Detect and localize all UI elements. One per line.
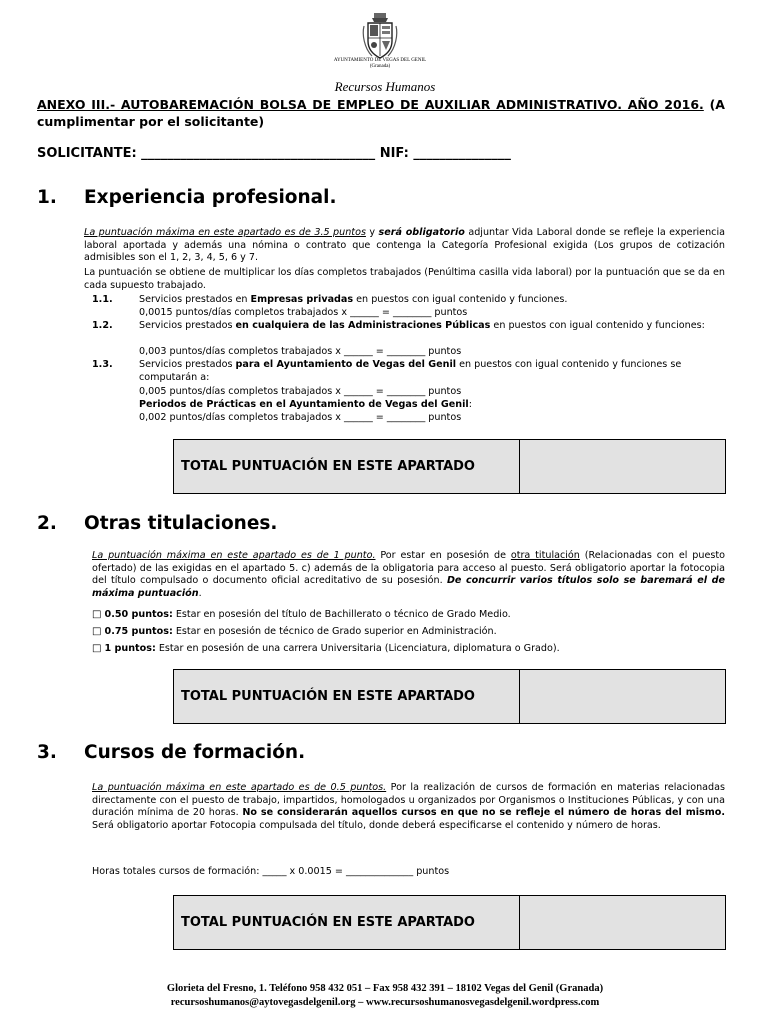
item-calc: 0,0015 puntos/días completos trabajados x ______ = ________ puntos — [139, 307, 468, 318]
annex-title-text: ANEXO III.- AUTOBAREMACIÓN BOLSA DE EMPLEO DE AUXILIAR ADMINISTRATIVO. AÑO 2016. — [37, 97, 704, 112]
checkbox-icon[interactable]: □ — [92, 643, 102, 654]
item-text: Servicios prestados en Empresas privadas en puestos con igual contenido y funciones. — [139, 294, 568, 305]
section-1-title: Experiencia profesional. — [84, 187, 337, 208]
checkbox-icon[interactable]: □ — [92, 609, 102, 620]
item-calc: 0,003 puntos/días completos trabajados x ______ = ________ puntos — [139, 346, 462, 357]
total-score-field[interactable] — [520, 440, 725, 493]
item-number: 1.3. — [92, 359, 113, 370]
option-0-75-points[interactable]: □ 0.75 puntos: Estar en posesión de técnico de Grado superior en Administración. — [92, 626, 497, 637]
section-1-total-box — [173, 439, 726, 494]
coat-of-arms-logo — [360, 12, 400, 60]
annex-note: (A cumplimentar por el solicitante) — [37, 97, 725, 129]
section-3-title: Cursos de formación. — [84, 742, 306, 763]
total-label: TOTAL PUNTUACIÓN EN ESTE APARTADO — [174, 670, 520, 723]
item-text: Servicios prestados en cualquiera de las Administraciones Públicas en puestos con igual contenido y funciones: — [139, 320, 705, 331]
footer-contact: recursoshumanos@aytovegasdelgenil.org – www.recursoshumanosvegasdelgenil.wordpress.com — [170, 997, 600, 1008]
section-2-title: Otras titulaciones. — [84, 513, 278, 534]
footer — [0, 982, 770, 1010]
applicant-line: SOLICITANTE: ____________________________________ NIF: _______________ — [37, 146, 511, 161]
item-calc: 0,005 puntos/días completos trabajados x ______ = ________ puntos — [139, 386, 462, 397]
total-score-field[interactable] — [520, 670, 725, 723]
option-0-50-points[interactable]: □ 0.50 puntos: Estar en posesión del título de Bachillerato o técnico de Grado Medio. — [92, 609, 511, 620]
section-1-number: 1. — [37, 187, 57, 208]
item-calc: 0,002 puntos/días completos trabajados x ______ = ________ puntos — [139, 412, 462, 423]
total-label: TOTAL PUNTUACIÓN EN ESTE APARTADO — [174, 896, 520, 949]
section-2-number: 2. — [37, 513, 57, 534]
practicas-label: Periodos de Prácticas en el Ayuntamiento de Vegas del Genil: — [139, 399, 472, 410]
annex-title — [37, 96, 725, 130]
section-3-intro: La puntuación máxima en este apartado es de 0.5 puntos. Por la realización de cursos de formación en materias relacionadas directamente con el puesto de trabajo, impartidos, homologados u organizados por Organismos o Instituciones Públicas, y con una duración mínima de 20 horas. No se considerarán aquellos cursos en que no se refleje el número de horas del mismo. Será obligatorio aportar Fotocopia compulsada del título, donde deberá especificarse el contenido y número de horas. — [92, 782, 726, 831]
item-text: Servicios prestados para el Ayuntamiento de Vegas del Genil en puestos con igual contenido y funciones se computarán a: — [139, 359, 682, 383]
section-1-para2: La puntuación se obtiene de multiplicar los días completos trabajados (Penúltima casilla vida laboral) por la puntuación que se da en cada supuesto trabajado. — [84, 267, 725, 291]
section-1-intro: La puntuación máxima en este apartado es de 3.5 puntos y será obligatorio adjuntar Vida Laboral donde se refleje la experiencia laboral aportada y además una nómina o contrato que contenga la Categoría Profesional exigida (Los grupos de cotización admisibles son el 1, 2, 3, 4, 5, 6 y 7. — [84, 227, 725, 264]
section-3-number: 3. — [37, 742, 57, 763]
item-number: 1.1. — [92, 294, 113, 305]
total-score-field[interactable] — [520, 896, 725, 949]
item-number: 1.2. — [92, 320, 113, 331]
section-2-total-box — [173, 669, 726, 724]
training-hours-line: Horas totales cursos de formación: _____ x 0.0015 = ______________ puntos — [92, 866, 450, 877]
town-name: AYUNTAMIENTO DE VEGAS DEL GENIL (Granada) — [333, 58, 427, 69]
total-label: TOTAL PUNTUACIÓN EN ESTE APARTADO — [174, 440, 520, 493]
footer-address: Glorieta del Fresno, 1. Teléfono 958 432 051 – Fax 958 432 391 – 18102 Vegas del Genil (Granada) — [166, 983, 604, 994]
option-1-point[interactable]: □ 1 puntos: Estar en posesión de una carrera Universitaria (Licenciatura, diplomatura o Grado). — [92, 643, 560, 654]
checkbox-icon[interactable]: □ — [92, 626, 102, 637]
section-2-intro: La puntuación máxima en este apartado es de 1 punto. Por estar en posesión de otra titulación (Relacionadas con el puesto ofertado) de las exigidas en el apartado 5. c) además de la obligatoria para acceso al puesto. Será obligatorio aportar la fotocopia del título compulsado o documento oficial acreditativo de su posesión. De concurrir varios títulos solo se baremará el de máxima puntuación. — [92, 550, 725, 599]
department-name: Recursos Humanos — [334, 79, 436, 94]
section-3-total-box — [173, 895, 726, 950]
